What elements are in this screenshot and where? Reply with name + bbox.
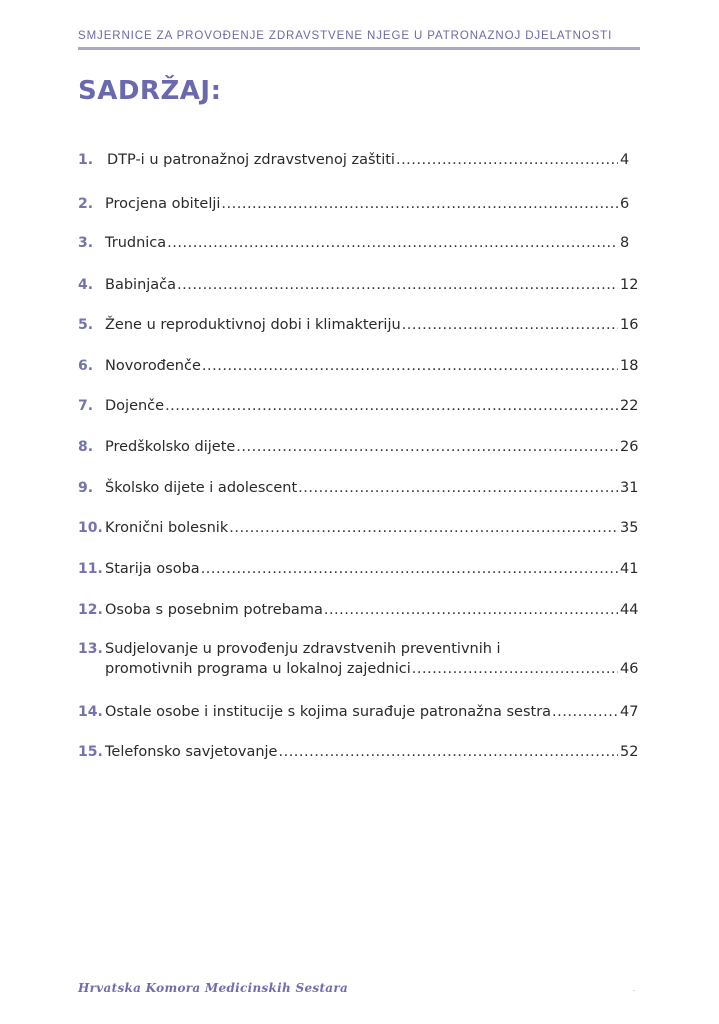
toc-title: Ostale osobe i institucije s kojima surađuje patronažna sestra: [105, 704, 552, 720]
toc-leader-dots: [298, 480, 618, 496]
toc-leader-dots: [278, 744, 618, 760]
toc-entry[interactable]: [78, 561, 640, 581]
toc-title: Sudjelovanje u provođenju zdravstvenih preventivnih i: [105, 641, 501, 657]
toc-entry[interactable]: [78, 602, 640, 622]
toc-page-number: 18: [620, 358, 639, 374]
toc-page-number: 46: [620, 661, 639, 677]
toc-entry[interactable]: [78, 704, 640, 724]
toc-leader-dots: [165, 398, 618, 414]
toc-number: 6.: [78, 358, 94, 374]
toc-title: Dojenče: [105, 398, 165, 414]
toc-number: 11.: [78, 561, 103, 577]
toc-title-continued: promotivnih programa u lokalnoj zajednici: [105, 661, 411, 677]
toc-page-number: 31: [620, 480, 639, 496]
running-header: SMJERNICE ZA PROVOĐENJE ZDRAVSTVENE NJEGE U PATRONAŽNOJ DJELATNOSTI: [78, 30, 613, 42]
toc-page-number: 22: [620, 398, 639, 414]
toc-number: 2.: [78, 196, 94, 212]
toc-page-number: 44: [620, 602, 639, 618]
toc-title: Telefonsko savjetovanje: [105, 744, 278, 760]
toc-title: Školsko dijete i adolescent: [105, 480, 298, 496]
toc-leader-dots: [201, 561, 618, 577]
toc-leader-dots: [202, 358, 618, 374]
toc-leader-dots: [412, 661, 618, 677]
page-title: SADRŽAJ:: [78, 76, 222, 106]
toc-entry[interactable]: [78, 480, 640, 500]
toc-leader-dots: [236, 439, 618, 455]
toc-number: 14.: [78, 704, 103, 720]
toc-title: Starija osoba: [105, 561, 200, 577]
toc-leader-dots: [229, 520, 618, 536]
toc-leader-dots: [324, 602, 618, 618]
toc-entry[interactable]: [78, 398, 640, 418]
toc-entry[interactable]: [78, 196, 640, 216]
header-rule: [78, 47, 640, 50]
toc-leader-dots: [221, 196, 618, 212]
toc-leader-dots: [396, 152, 618, 168]
toc-title: Procjena obitelji: [105, 196, 221, 212]
toc-leader-dots: [552, 704, 618, 720]
toc-leader-dots: [167, 235, 618, 251]
toc-number: 9.: [78, 480, 94, 496]
toc-page-number: 52: [620, 744, 639, 760]
toc-title: DTP-i u patronažnoj zdravstvenoj zaštiti: [107, 152, 395, 168]
toc-entry[interactable]: [78, 277, 640, 297]
toc-leader-dots: [402, 317, 618, 333]
toc-page-number: 16: [620, 317, 639, 333]
toc-entry[interactable]: [78, 152, 640, 172]
toc-title: Kronični bolesnik: [105, 520, 229, 536]
toc-title: Žene u reproduktivnoj dobi i klimakteriju: [105, 317, 401, 333]
toc-number: 15.: [78, 744, 103, 760]
toc-number: 1.: [78, 152, 94, 168]
toc-entry[interactable]: [78, 744, 640, 764]
toc-entry[interactable]: [78, 520, 640, 540]
toc-title: Novorođenče: [105, 358, 201, 374]
toc-page-number: 8: [620, 235, 630, 251]
toc-number: 3.: [78, 235, 94, 251]
toc-title: Osoba s posebnim potrebama: [105, 602, 323, 618]
footer-brand: Hrvatska Komora Medicinskih Sestara: [78, 981, 349, 995]
toc-entry[interactable]: [78, 439, 640, 459]
footer-page-marker: .: [633, 986, 635, 993]
toc-entry[interactable]: [78, 641, 640, 681]
toc-number: 10.: [78, 520, 103, 536]
toc-number: 4.: [78, 277, 94, 293]
toc-page-number: 47: [620, 704, 639, 720]
toc-number: 13.: [78, 641, 103, 657]
toc-title: Predškolsko dijete: [105, 439, 236, 455]
toc-number: 5.: [78, 317, 94, 333]
toc-title: Trudnica: [105, 235, 167, 251]
toc-title: Babinjača: [105, 277, 177, 293]
toc-entry[interactable]: [78, 317, 640, 337]
toc-page-number: 4: [620, 152, 630, 168]
toc-page-number: 35: [620, 520, 639, 536]
toc-number: 8.: [78, 439, 94, 455]
toc-page-number: 26: [620, 439, 639, 455]
toc-entry[interactable]: [78, 358, 640, 378]
toc-entry[interactable]: [78, 235, 640, 255]
toc-leader-dots: [177, 277, 618, 293]
toc-page-number: 6: [620, 196, 630, 212]
toc-page-number: 12: [620, 277, 639, 293]
toc-number: 7.: [78, 398, 94, 414]
toc-page-number: 41: [620, 561, 639, 577]
toc-number: 12.: [78, 602, 103, 618]
